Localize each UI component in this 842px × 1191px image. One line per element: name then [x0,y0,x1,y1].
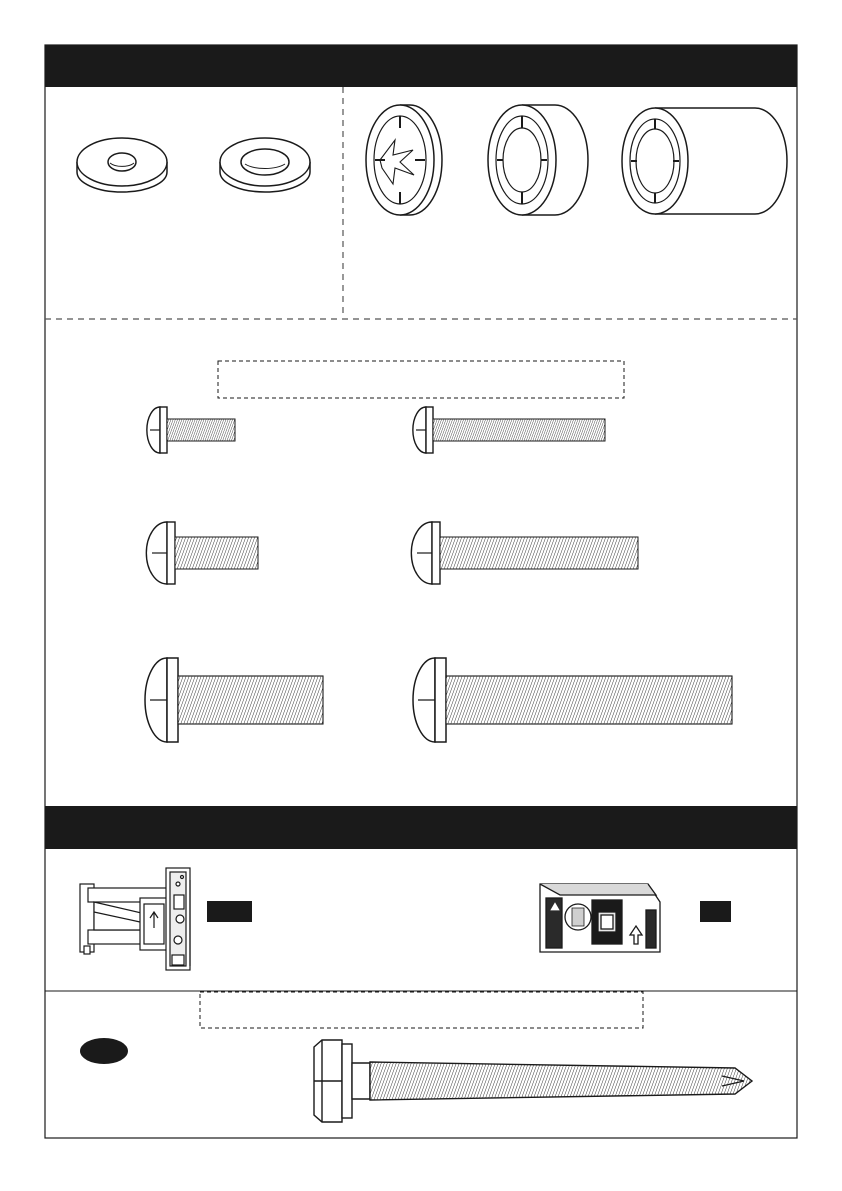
lag-bolt [314,1040,752,1122]
washer-small [77,138,167,192]
spacer-medium [488,105,588,215]
lag-bolt-note-box [200,992,643,1028]
header-bar-parts [45,806,797,849]
spacer-short [366,105,442,215]
wall-mount-tag [207,901,252,922]
screw-m4-short [147,407,235,453]
screw-m6-short [146,522,258,584]
screw-m6-long [411,522,638,584]
wall-mount-bracket [80,868,190,970]
bubble-level [540,884,660,952]
bubble-level-tag [700,901,731,922]
header-bar-hardware [45,45,797,87]
washer-large [220,138,310,192]
screws-note-box [218,361,624,398]
screw-m8-short [145,658,323,742]
screw-m4-long [413,407,605,453]
lag-bolt-badge [80,1038,128,1064]
spacer-long [622,108,787,214]
screw-m8-long [413,658,732,742]
